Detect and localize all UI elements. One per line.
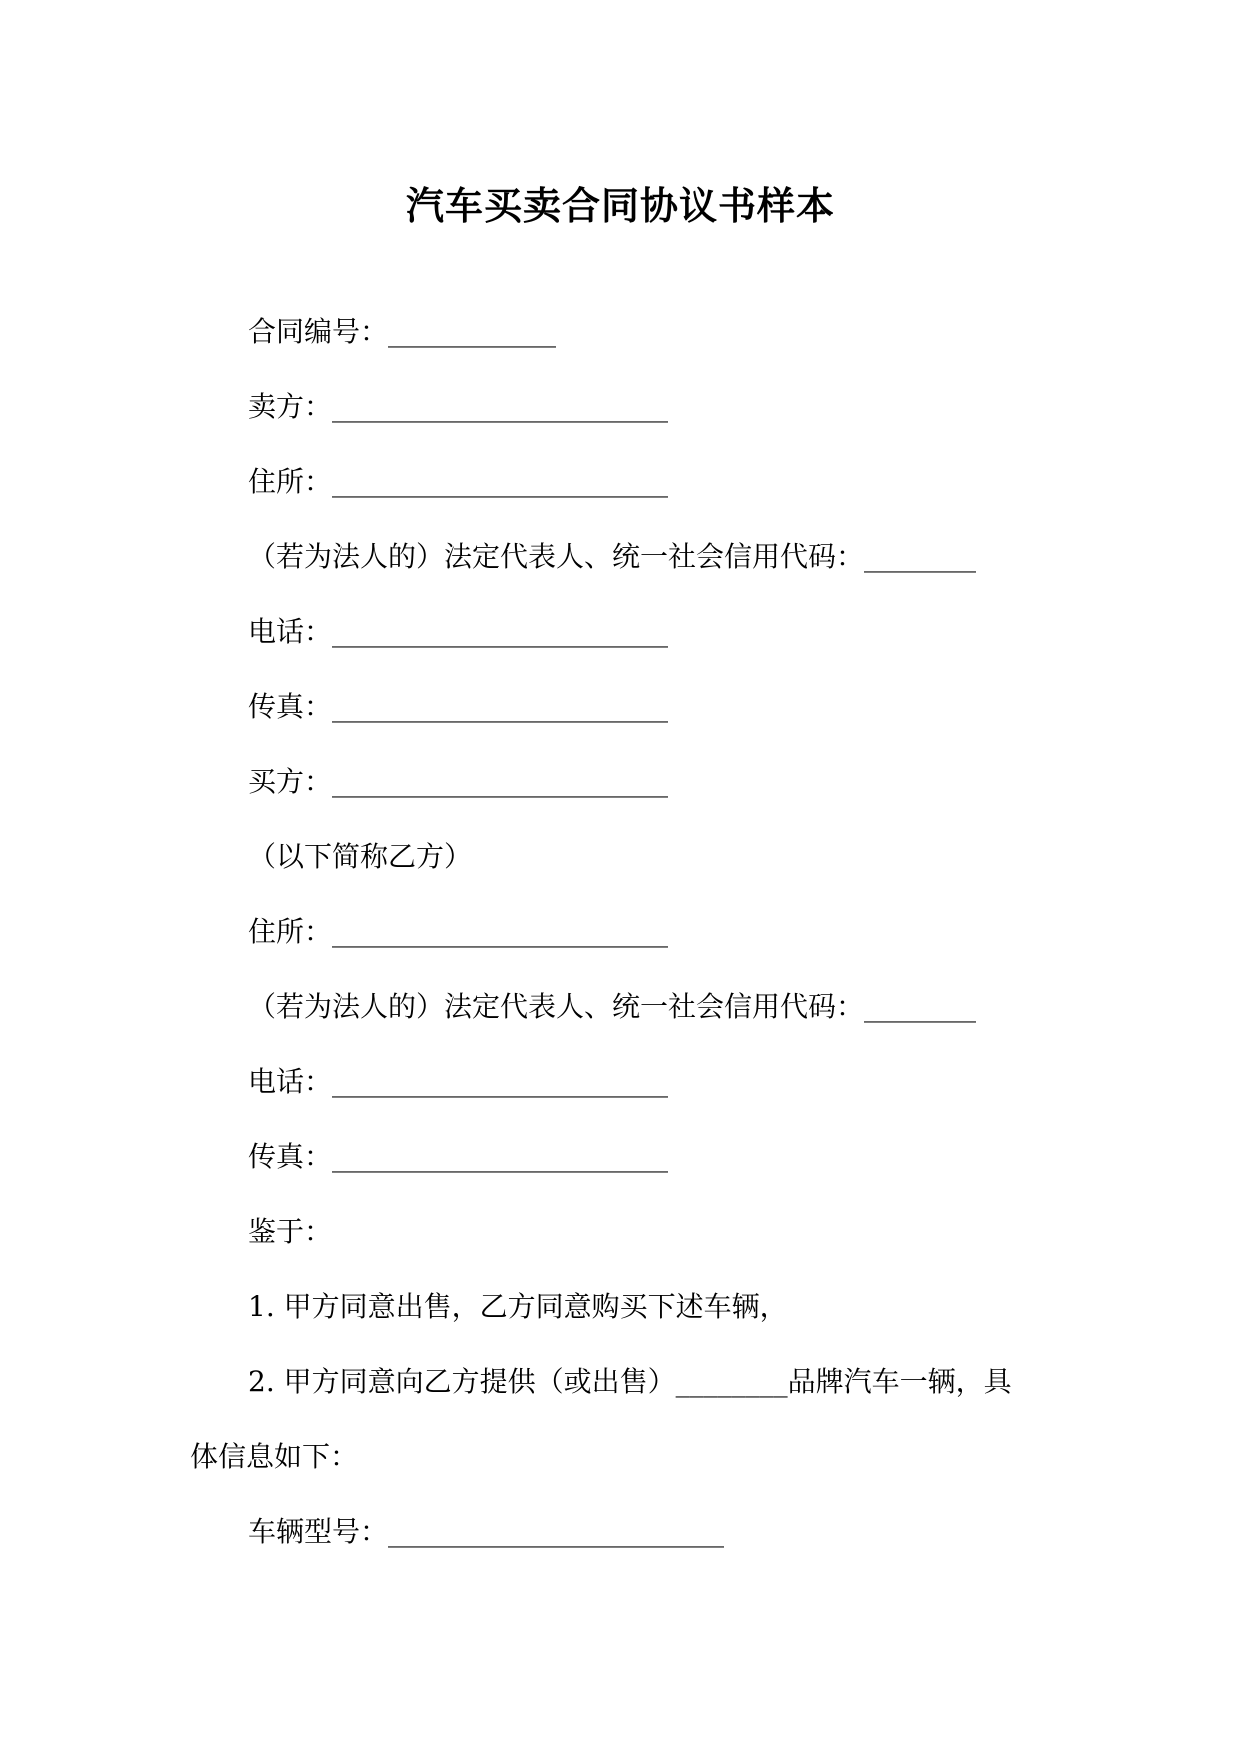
seller-line: 卖方：________________________ xyxy=(248,390,669,423)
buyer-line: 买方：________________________ xyxy=(248,765,669,798)
seller-phone-line: 电话：________________________ xyxy=(248,615,669,648)
clause-1: 1. 甲方同意出售，乙方同意购买下述车辆， xyxy=(248,1290,788,1323)
document-title: 汽车买卖合同协议书样本 xyxy=(405,183,835,228)
clause-2: 2. 甲方同意向乙方提供（或出售）________品牌汽车一辆，具 xyxy=(248,1365,1012,1398)
contract-number-line: 合同编号：____________ xyxy=(248,315,557,348)
buyer-alias-line: （以下简称乙方） xyxy=(248,840,473,873)
vehicle-model-line: 车辆型号：________________________ xyxy=(248,1515,725,1548)
clause-2-continuation: 体信息如下： xyxy=(190,1440,359,1473)
seller-legal-rep-line: （若为法人的）法定代表人、统一社会信用代码：________ xyxy=(248,540,977,573)
whereas-heading: 鉴于： xyxy=(248,1215,333,1248)
buyer-address-line: 住所：________________________ xyxy=(248,915,669,948)
seller-address-line: 住所：________________________ xyxy=(248,465,669,498)
buyer-fax-line: 传真：________________________ xyxy=(248,1140,669,1173)
buyer-phone-line: 电话：________________________ xyxy=(248,1065,669,1098)
buyer-legal-rep-line: （若为法人的）法定代表人、统一社会信用代码：________ xyxy=(248,990,977,1023)
seller-fax-line: 传真：________________________ xyxy=(248,690,669,723)
